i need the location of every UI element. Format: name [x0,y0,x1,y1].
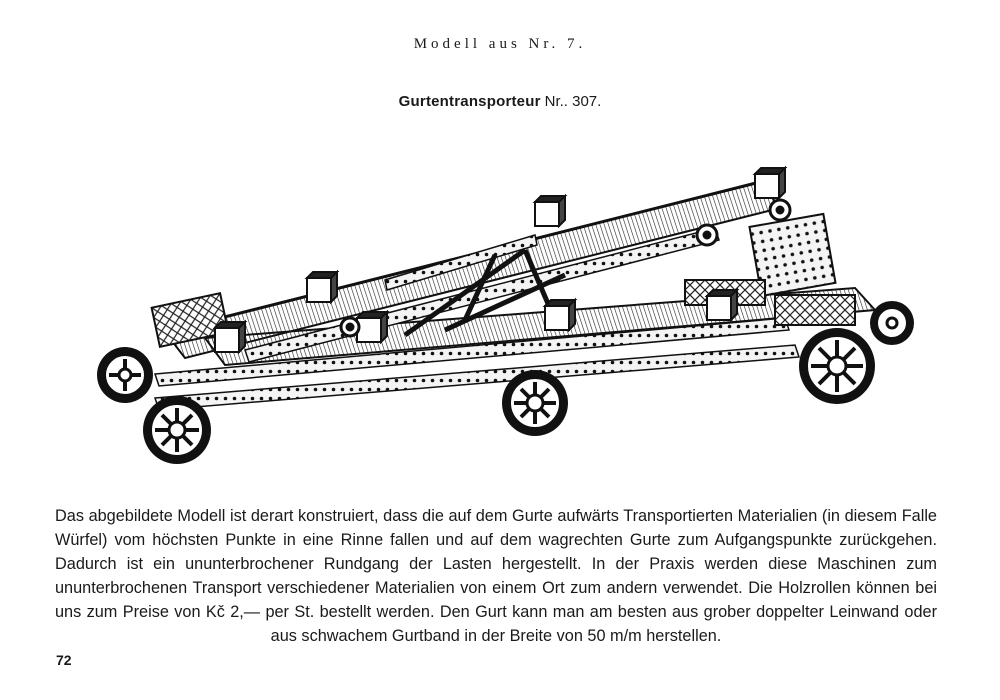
wheel-front-rear [97,347,153,403]
page-number: 72 [56,652,72,668]
cube [357,312,387,342]
cube [307,272,337,302]
wheel-rear-right [799,328,875,404]
description-paragraph: Das abgebildete Modell ist derart konstruiert, dass die auf dem Gurte aufwärts Transportierten Materialien (in diesem Falle Würfel) vom höchsten Punkte in eine Rinne fallen und auf dem wagrechten Gurte zum Aufgangspunkte zurückgehen. Dadurch ist ein ununterbrochener Rundgang der Lasten hergestellt. In der Praxis werden diese Maschinen zum ununterbrochenen Transport verschiedener Materialien von einem Ort zum andern verwendet. Die Holzrollen können bei uns zum Preise von Kč 2,— per St. bestellt werden. Den Gurt kann man am besten aus grober doppelter Leinwand oder aus schwachem Gurtband in der Breite von 50 m/m herstellen. [55,507,937,645]
wheel-rear-far [870,301,914,345]
rear-lattice-plate [775,295,855,325]
cube [755,168,785,198]
page-header: Modell aus Nr. 7. [413,36,587,52]
wheel-front-left [143,396,211,464]
cube [535,196,565,226]
model-number: Nr.. 307. [544,93,602,110]
cube [215,322,245,352]
conveyor-model-illustration [95,160,925,470]
wheel-middle [502,370,568,436]
cube [707,290,737,320]
cube [545,300,575,330]
model-name: Gurtentransporteur [398,93,541,110]
model-title [0,93,1000,111]
